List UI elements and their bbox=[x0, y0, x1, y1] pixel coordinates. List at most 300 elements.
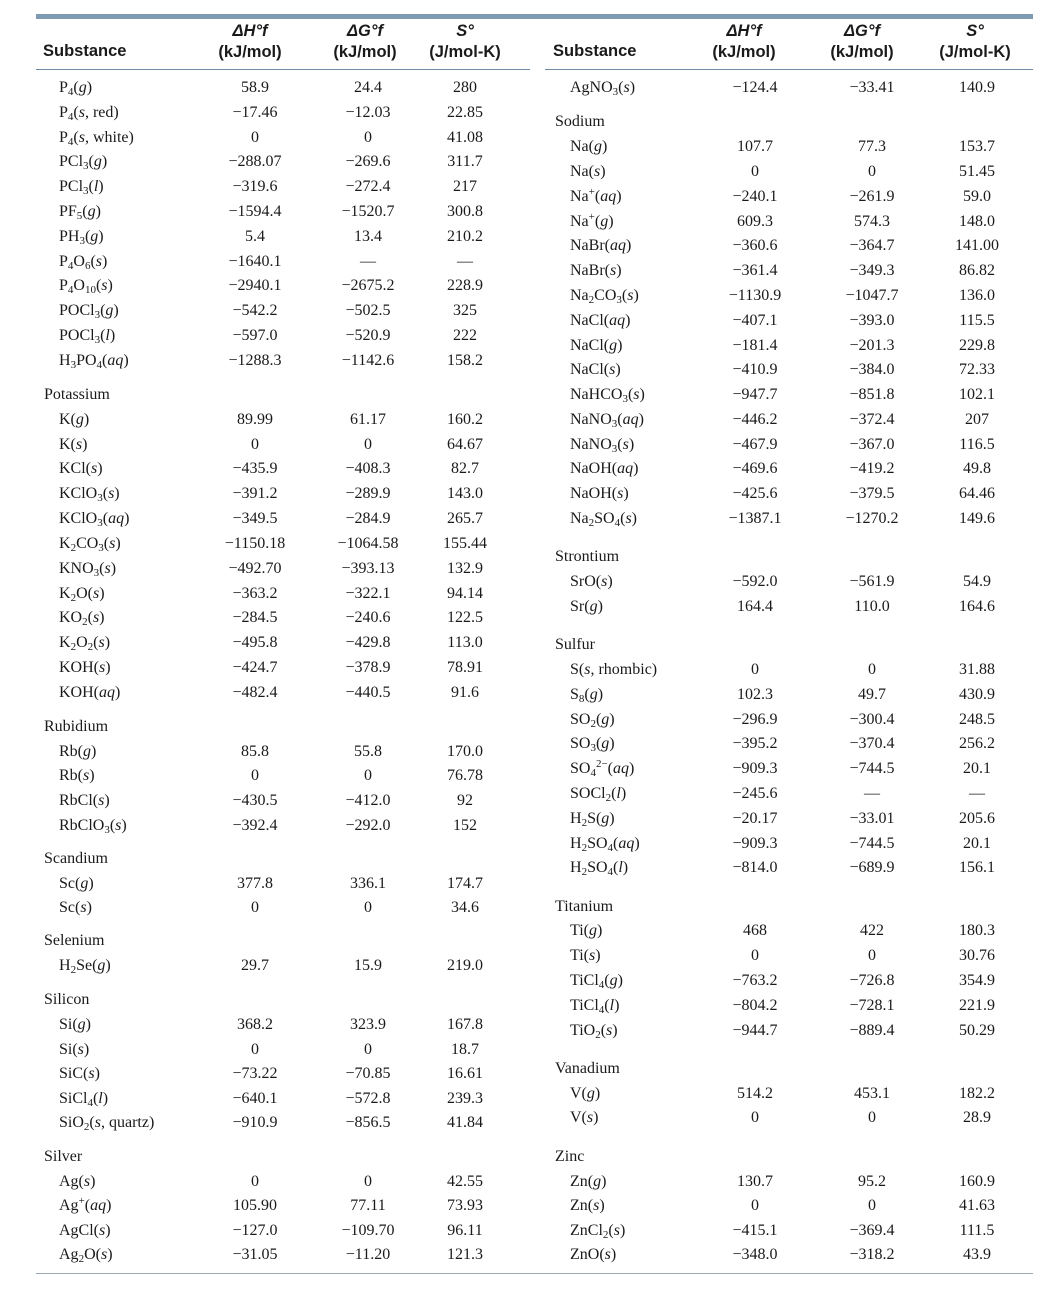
substance-name: $Na_2CO_3(s)$ bbox=[570, 287, 639, 306]
substance-name: NaCl(aq) bbox=[570, 312, 631, 329]
gibbs-value: −364.7 bbox=[849, 237, 895, 254]
header-gibbs-symbol: ΔG°f bbox=[346, 22, 383, 40]
substance-name: KCl(s) bbox=[59, 460, 103, 477]
gibbs-value: −1064.58 bbox=[337, 535, 399, 552]
gibbs-value: — bbox=[864, 785, 880, 802]
substance-name: NaNO$_3$(aq) bbox=[570, 411, 644, 430]
entropy-value: 140.9 bbox=[959, 79, 995, 96]
substance-name: Sc(s) bbox=[59, 899, 92, 916]
entropy-value: 180.3 bbox=[959, 922, 995, 939]
substance-name: ZnCl$_2$(s) bbox=[570, 1222, 626, 1241]
header-substance-left: Substance bbox=[43, 42, 127, 60]
enthalpy-value: −947.7 bbox=[732, 386, 778, 403]
enthalpy-value: −1640.1 bbox=[228, 253, 282, 270]
substance-name: NaBr(aq) bbox=[570, 237, 632, 254]
entropy-value: 153.7 bbox=[959, 138, 995, 155]
entropy-value: — bbox=[969, 785, 985, 802]
enthalpy-value: −288.07 bbox=[228, 153, 282, 170]
enthalpy-value: −361.4 bbox=[732, 262, 778, 279]
substance-name: $K_2O_2(s)$ bbox=[59, 634, 111, 653]
enthalpy-value: −392.4 bbox=[232, 817, 278, 834]
enthalpy-value: −20.17 bbox=[732, 810, 778, 827]
header-enthalpy-symbol: ΔH°f bbox=[232, 22, 268, 40]
entropy-value: — bbox=[457, 253, 473, 270]
enthalpy-value: 107.7 bbox=[737, 138, 773, 155]
enthalpy-value: −542.2 bbox=[232, 302, 278, 319]
gibbs-value: −1047.7 bbox=[845, 287, 899, 304]
entropy-value: 41.63 bbox=[959, 1197, 995, 1214]
substance-name: $K_2O(s)$ bbox=[59, 585, 105, 604]
header-gibbs-unit: (kJ/mol) bbox=[333, 43, 397, 61]
header-entropy-left bbox=[395, 21, 535, 63]
gibbs-value: −379.5 bbox=[849, 485, 895, 502]
header-entropy-unit: (J/mol-K) bbox=[939, 43, 1011, 61]
gibbs-value: −109.70 bbox=[341, 1222, 395, 1239]
entropy-value: 280 bbox=[453, 79, 477, 96]
gibbs-value: −429.8 bbox=[345, 634, 391, 651]
substance-name: KClO$_3$(s) bbox=[59, 485, 120, 504]
gibbs-value: 110.0 bbox=[854, 598, 890, 615]
gibbs-value: −408.3 bbox=[345, 460, 391, 477]
gibbs-value: −520.9 bbox=[345, 327, 391, 344]
substance-name: POCl$_3$(g) bbox=[59, 302, 119, 321]
entropy-value: 64.67 bbox=[447, 436, 483, 453]
enthalpy-value: 5.4 bbox=[245, 228, 265, 245]
gibbs-value: −1520.7 bbox=[341, 203, 395, 220]
gibbs-value: −284.9 bbox=[345, 510, 391, 527]
substance-name: Si(g) bbox=[59, 1016, 91, 1033]
enthalpy-value: 0 bbox=[751, 1197, 759, 1214]
group-heading: Sulfur bbox=[555, 636, 595, 653]
entropy-value: 217 bbox=[453, 178, 477, 195]
entropy-value: 430.9 bbox=[959, 686, 995, 703]
entropy-value: 96.11 bbox=[447, 1222, 483, 1239]
gibbs-value: 0 bbox=[868, 1197, 876, 1214]
substance-name: NaHCO$_3$(s) bbox=[570, 386, 645, 405]
enthalpy-value: −763.2 bbox=[732, 972, 778, 989]
entropy-value: 248.5 bbox=[959, 711, 995, 728]
substance-name: AgCl(s) bbox=[59, 1222, 111, 1239]
entropy-value: 311.7 bbox=[447, 153, 483, 170]
enthalpy-value: −424.7 bbox=[232, 659, 278, 676]
entropy-value: 122.5 bbox=[447, 609, 483, 626]
header-gibbs-symbol: ΔG°f bbox=[843, 22, 880, 40]
gibbs-value: −502.5 bbox=[345, 302, 391, 319]
substance-name: $P_4O_{10}(s)$ bbox=[59, 277, 113, 296]
gibbs-value: 77.11 bbox=[350, 1197, 386, 1214]
group-heading: Zinc bbox=[555, 1148, 585, 1165]
enthalpy-value: −415.1 bbox=[732, 1222, 778, 1239]
gibbs-value: −370.4 bbox=[849, 735, 895, 752]
substance-name: K(s) bbox=[59, 436, 88, 453]
entropy-value: 20.1 bbox=[963, 835, 991, 852]
substance-name: $KNO_3(s)$ bbox=[59, 560, 117, 579]
enthalpy-value: −1594.4 bbox=[228, 203, 282, 220]
enthalpy-value: −245.6 bbox=[732, 785, 778, 802]
enthalpy-value: 58.9 bbox=[241, 79, 269, 96]
gibbs-value: −393.13 bbox=[341, 560, 395, 577]
entropy-value: 41.08 bbox=[447, 129, 483, 146]
substance-name: K(g) bbox=[59, 411, 90, 428]
substance-name: NaNO$_3$(s) bbox=[570, 436, 635, 455]
enthalpy-value: −407.1 bbox=[732, 312, 778, 329]
gibbs-value: 0 bbox=[364, 899, 372, 916]
header-entropy-symbol: S° bbox=[456, 22, 474, 40]
substance-name: $SO_3(g)$ bbox=[570, 735, 615, 754]
enthalpy-value: −284.5 bbox=[232, 609, 278, 626]
enthalpy-value: −348.0 bbox=[732, 1246, 778, 1263]
gibbs-value: 61.17 bbox=[350, 411, 386, 428]
enthalpy-value: 377.8 bbox=[237, 875, 273, 892]
substance-name: Rb(s) bbox=[59, 767, 95, 784]
entropy-value: 49.8 bbox=[963, 460, 991, 477]
entropy-value: 41.84 bbox=[447, 1114, 483, 1131]
enthalpy-value: −492.70 bbox=[228, 560, 282, 577]
enthalpy-value: −495.8 bbox=[232, 634, 278, 651]
enthalpy-value: −363.2 bbox=[232, 585, 278, 602]
substance-name: AgNO$_3$(s) bbox=[570, 79, 636, 98]
substance-name: $H_3PO_4(aq)$ bbox=[59, 352, 129, 371]
enthalpy-value: 368.2 bbox=[237, 1016, 273, 1033]
substance-name: $P_4(s$, red) bbox=[59, 104, 119, 123]
substance-name: $H_2SO_4(aq)$ bbox=[570, 835, 640, 854]
entropy-value: 182.2 bbox=[959, 1085, 995, 1102]
gibbs-value: 422 bbox=[860, 922, 884, 939]
entropy-value: 205.6 bbox=[959, 810, 995, 827]
substance-name: SrO(s) bbox=[570, 573, 613, 590]
substance-name: Ti(s) bbox=[570, 947, 601, 964]
substance-name: KOH(s) bbox=[59, 659, 111, 676]
substance-name: $S_8(g)$ bbox=[570, 686, 604, 705]
gibbs-value: 13.4 bbox=[354, 228, 382, 245]
gibbs-value: 0 bbox=[868, 661, 876, 678]
header-enthalpy-unit: (kJ/mol) bbox=[218, 43, 282, 61]
header-entropy-symbol: S° bbox=[966, 22, 984, 40]
enthalpy-value: −240.1 bbox=[732, 188, 778, 205]
entropy-value: 22.85 bbox=[447, 104, 483, 121]
enthalpy-value: −360.6 bbox=[732, 237, 778, 254]
entropy-value: 152 bbox=[453, 817, 477, 834]
enthalpy-value: −2940.1 bbox=[228, 277, 282, 294]
substance-name: Zn(s) bbox=[570, 1197, 605, 1214]
substance-name: $SO_4^{2-}(aq)$ bbox=[570, 758, 635, 779]
enthalpy-value: −319.6 bbox=[232, 178, 278, 195]
substance-name: Rb(g) bbox=[59, 743, 97, 760]
substance-name: V(s) bbox=[570, 1109, 599, 1126]
gibbs-value: 453.1 bbox=[854, 1085, 890, 1102]
entropy-value: 31.88 bbox=[959, 661, 995, 678]
entropy-value: 91.6 bbox=[451, 684, 479, 701]
entropy-value: 76.78 bbox=[447, 767, 483, 784]
enthalpy-value: −640.1 bbox=[232, 1090, 278, 1107]
enthalpy-value: −909.3 bbox=[732, 835, 778, 852]
substance-name: Sc(g) bbox=[59, 875, 94, 892]
gibbs-value: −369.4 bbox=[849, 1222, 895, 1239]
gibbs-value: −367.0 bbox=[849, 436, 895, 453]
entropy-value: 51.45 bbox=[959, 163, 995, 180]
substance-name: TiO$_2$(s) bbox=[570, 1022, 618, 1041]
gibbs-value: −269.6 bbox=[345, 153, 391, 170]
gibbs-value: −11.20 bbox=[345, 1246, 391, 1263]
group-heading: Silicon bbox=[44, 991, 90, 1008]
gibbs-value: −272.4 bbox=[345, 178, 391, 195]
gibbs-value: −856.5 bbox=[345, 1114, 391, 1131]
substance-name: Ti(g) bbox=[570, 922, 603, 939]
enthalpy-value: −467.9 bbox=[732, 436, 778, 453]
enthalpy-value: 29.7 bbox=[241, 957, 269, 974]
entropy-value: 18.7 bbox=[451, 1041, 479, 1058]
entropy-value: 158.2 bbox=[447, 352, 483, 369]
entropy-value: 59.0 bbox=[963, 188, 991, 205]
entropy-value: 136.0 bbox=[959, 287, 995, 304]
entropy-value: 141.00 bbox=[955, 237, 999, 254]
substance-name: $P_4(g)$ bbox=[59, 79, 93, 98]
enthalpy-value: −127.0 bbox=[232, 1222, 278, 1239]
gibbs-value: −440.5 bbox=[345, 684, 391, 701]
entropy-value: 228.9 bbox=[447, 277, 483, 294]
gibbs-value: −33.01 bbox=[849, 810, 895, 827]
gibbs-value: 0 bbox=[868, 163, 876, 180]
entropy-value: 16.61 bbox=[447, 1065, 483, 1082]
group-heading: Selenium bbox=[44, 932, 105, 949]
entropy-value: 78.91 bbox=[447, 659, 483, 676]
gibbs-value: −1142.6 bbox=[341, 352, 395, 369]
entropy-value: 239.3 bbox=[447, 1090, 483, 1107]
substance-name: RbClO$_3$(s) bbox=[59, 817, 127, 836]
substance-name: SiO$_2$(s, quartz) bbox=[59, 1114, 155, 1133]
substance-name: Zn(g) bbox=[570, 1173, 607, 1190]
substance-name: SiCl$_4$(l) bbox=[59, 1090, 109, 1109]
gibbs-value: −289.9 bbox=[345, 485, 391, 502]
enthalpy-value: −410.9 bbox=[732, 361, 778, 378]
gibbs-value: 0 bbox=[868, 1109, 876, 1126]
entropy-value: 86.82 bbox=[959, 262, 995, 279]
enthalpy-value: −31.05 bbox=[232, 1246, 278, 1263]
entropy-value: 155.44 bbox=[443, 535, 487, 552]
enthalpy-value: −435.9 bbox=[232, 460, 278, 477]
substance-name: $KO_2(s)$ bbox=[59, 609, 105, 628]
entropy-value: 116.5 bbox=[959, 436, 995, 453]
gibbs-value: −889.4 bbox=[849, 1022, 895, 1039]
gibbs-value: −372.4 bbox=[849, 411, 895, 428]
entropy-value: 73.93 bbox=[447, 1197, 483, 1214]
gibbs-value: 574.3 bbox=[854, 213, 890, 230]
enthalpy-value: −814.0 bbox=[732, 859, 778, 876]
entropy-value: 143.0 bbox=[447, 485, 483, 502]
entropy-value: 111.5 bbox=[959, 1222, 995, 1239]
entropy-value: 43.9 bbox=[963, 1246, 991, 1263]
gibbs-value: −561.9 bbox=[849, 573, 895, 590]
gibbs-value: −412.0 bbox=[345, 792, 391, 809]
enthalpy-value: −1387.1 bbox=[728, 510, 782, 527]
gibbs-value: −728.1 bbox=[849, 997, 895, 1014]
substance-name: S(s, rhombic) bbox=[570, 661, 658, 678]
entropy-value: 219.0 bbox=[447, 957, 483, 974]
entropy-value: 82.7 bbox=[451, 460, 479, 477]
substance-name: Ag(s) bbox=[59, 1173, 96, 1190]
gibbs-value: 323.9 bbox=[350, 1016, 386, 1033]
substance-name: RbCl(s) bbox=[59, 792, 110, 809]
group-heading: Scandium bbox=[44, 850, 108, 867]
gibbs-value: −384.0 bbox=[849, 361, 895, 378]
gibbs-value: 49.7 bbox=[858, 686, 886, 703]
table-bottom-rule bbox=[36, 1273, 1033, 1274]
entropy-value: 20.1 bbox=[963, 760, 991, 777]
enthalpy-value: 164.4 bbox=[737, 598, 773, 615]
substance-name: $SO_2(g)$ bbox=[570, 711, 615, 730]
enthalpy-value: 0 bbox=[251, 436, 259, 453]
substance-name: V(g) bbox=[570, 1085, 601, 1102]
enthalpy-value: −944.7 bbox=[732, 1022, 778, 1039]
enthalpy-value: −1288.3 bbox=[228, 352, 282, 369]
entropy-value: 229.8 bbox=[959, 337, 995, 354]
substance-name: SOCl$_2$(l) bbox=[570, 785, 627, 804]
enthalpy-value: 85.8 bbox=[241, 743, 269, 760]
entropy-value: 113.0 bbox=[447, 634, 483, 651]
header-rule-left bbox=[36, 69, 530, 70]
entropy-value: 149.6 bbox=[959, 510, 995, 527]
gibbs-value: −322.1 bbox=[345, 585, 391, 602]
entropy-value: 164.6 bbox=[959, 598, 995, 615]
enthalpy-value: −592.0 bbox=[732, 573, 778, 590]
table-top-rule bbox=[36, 14, 1033, 19]
group-heading: Silver bbox=[44, 1148, 83, 1165]
entropy-value: 156.1 bbox=[959, 859, 995, 876]
substance-name: NaOH(s) bbox=[570, 485, 629, 502]
gibbs-value: −201.3 bbox=[849, 337, 895, 354]
group-heading: Sodium bbox=[555, 113, 605, 130]
gibbs-value: −318.2 bbox=[849, 1246, 895, 1263]
entropy-value: 64.46 bbox=[959, 485, 995, 502]
gibbs-value: 0 bbox=[364, 1173, 372, 1190]
group-heading: Vanadium bbox=[555, 1060, 620, 1077]
substance-name: SiC(s) bbox=[59, 1065, 100, 1082]
enthalpy-value: −17.46 bbox=[232, 104, 278, 121]
substance-name: KClO$_3$(aq) bbox=[59, 510, 130, 529]
enthalpy-value: 0 bbox=[751, 163, 759, 180]
gibbs-value: −12.03 bbox=[345, 104, 391, 121]
gibbs-value: −393.0 bbox=[849, 312, 895, 329]
gibbs-value: — bbox=[360, 253, 376, 270]
entropy-value: 221.9 bbox=[959, 997, 995, 1014]
enthalpy-value: 102.3 bbox=[737, 686, 773, 703]
substance-name: PCl$_3$(g) bbox=[59, 153, 108, 172]
enthalpy-value: 0 bbox=[751, 947, 759, 964]
entropy-value: 300.8 bbox=[447, 203, 483, 220]
substance-name: PCl$_3$(l) bbox=[59, 178, 104, 197]
entropy-value: 34.6 bbox=[451, 899, 479, 916]
gibbs-value: −2675.2 bbox=[341, 277, 395, 294]
gibbs-value: 336.1 bbox=[350, 875, 386, 892]
gibbs-value: −349.3 bbox=[849, 262, 895, 279]
gibbs-value: 77.3 bbox=[858, 138, 886, 155]
header-enthalpy-symbol: ΔH°f bbox=[726, 22, 762, 40]
entropy-value: 115.5 bbox=[959, 312, 995, 329]
entropy-value: 148.0 bbox=[959, 213, 995, 230]
entropy-value: 256.2 bbox=[959, 735, 995, 752]
header-substance-right: Substance bbox=[553, 42, 637, 60]
header-entropy-right bbox=[905, 21, 1045, 63]
enthalpy-value: 89.99 bbox=[237, 411, 273, 428]
gibbs-value: 55.8 bbox=[354, 743, 382, 760]
enthalpy-value: −395.2 bbox=[732, 735, 778, 752]
gibbs-value: 0 bbox=[868, 947, 876, 964]
gibbs-value: 0 bbox=[364, 767, 372, 784]
entropy-value: 160.9 bbox=[959, 1173, 995, 1190]
substance-name: $H_2Se(g)$ bbox=[59, 957, 111, 976]
enthalpy-value: 0 bbox=[251, 899, 259, 916]
gibbs-value: −33.41 bbox=[849, 79, 895, 96]
gibbs-value: 0 bbox=[364, 436, 372, 453]
substance-name: $Na_2SO_4(s)$ bbox=[570, 510, 637, 529]
enthalpy-value: −1130.9 bbox=[728, 287, 782, 304]
entropy-value: 30.76 bbox=[959, 947, 995, 964]
enthalpy-value: −124.4 bbox=[732, 79, 778, 96]
enthalpy-value: 105.90 bbox=[233, 1197, 277, 1214]
gibbs-value: −726.8 bbox=[849, 972, 895, 989]
header-entropy-unit: (J/mol-K) bbox=[429, 43, 501, 61]
substance-name: TiCl$_4$(l) bbox=[570, 997, 620, 1016]
substance-name: Sr(g) bbox=[570, 598, 603, 615]
substance-name: POCl$_3$(l) bbox=[59, 327, 116, 346]
enthalpy-value: −804.2 bbox=[732, 997, 778, 1014]
gibbs-value: 0 bbox=[364, 129, 372, 146]
substance-name: $PF_5(g)$ bbox=[59, 203, 101, 222]
enthalpy-value: −469.6 bbox=[732, 460, 778, 477]
entropy-value: 222 bbox=[453, 327, 477, 344]
substance-name: $P_4(s$, white) bbox=[59, 129, 134, 148]
gibbs-value: −851.8 bbox=[849, 386, 895, 403]
enthalpy-value: 0 bbox=[751, 1109, 759, 1126]
enthalpy-value: 514.2 bbox=[737, 1085, 773, 1102]
enthalpy-value: −430.5 bbox=[232, 792, 278, 809]
gibbs-value: −572.8 bbox=[345, 1090, 391, 1107]
enthalpy-value: −597.0 bbox=[232, 327, 278, 344]
gibbs-value: −378.9 bbox=[345, 659, 391, 676]
gibbs-value: −240.6 bbox=[345, 609, 391, 626]
enthalpy-value: 609.3 bbox=[737, 213, 773, 230]
header-rule-right bbox=[545, 69, 1033, 70]
gibbs-value: −261.9 bbox=[849, 188, 895, 205]
gibbs-value: 15.9 bbox=[354, 957, 382, 974]
entropy-value: 54.9 bbox=[963, 573, 991, 590]
enthalpy-value: 130.7 bbox=[737, 1173, 773, 1190]
entropy-value: 92 bbox=[457, 792, 473, 809]
gibbs-value: −300.4 bbox=[849, 711, 895, 728]
enthalpy-value: −73.22 bbox=[232, 1065, 278, 1082]
entropy-value: 28.9 bbox=[963, 1109, 991, 1126]
entropy-value: 170.0 bbox=[447, 743, 483, 760]
substance-name: $K_2CO_3(s)$ bbox=[59, 535, 121, 554]
enthalpy-value: −909.3 bbox=[732, 760, 778, 777]
substance-name: KOH(aq) bbox=[59, 684, 121, 701]
substance-name: NaCl(s) bbox=[570, 361, 621, 378]
entropy-value: 160.2 bbox=[447, 411, 483, 428]
enthalpy-value: −349.5 bbox=[232, 510, 278, 527]
enthalpy-value: −296.9 bbox=[732, 711, 778, 728]
entropy-value: 207 bbox=[965, 411, 989, 428]
entropy-value: 210.2 bbox=[447, 228, 483, 245]
enthalpy-value: 0 bbox=[751, 661, 759, 678]
substance-name: NaBr(s) bbox=[570, 262, 622, 279]
gibbs-value: −70.85 bbox=[345, 1065, 391, 1082]
enthalpy-value: 0 bbox=[251, 129, 259, 146]
gibbs-value: 95.2 bbox=[858, 1173, 886, 1190]
entropy-value: 42.55 bbox=[447, 1173, 483, 1190]
enthalpy-value: −910.9 bbox=[232, 1114, 278, 1131]
enthalpy-value: −181.4 bbox=[732, 337, 778, 354]
entropy-value: 72.33 bbox=[959, 361, 995, 378]
